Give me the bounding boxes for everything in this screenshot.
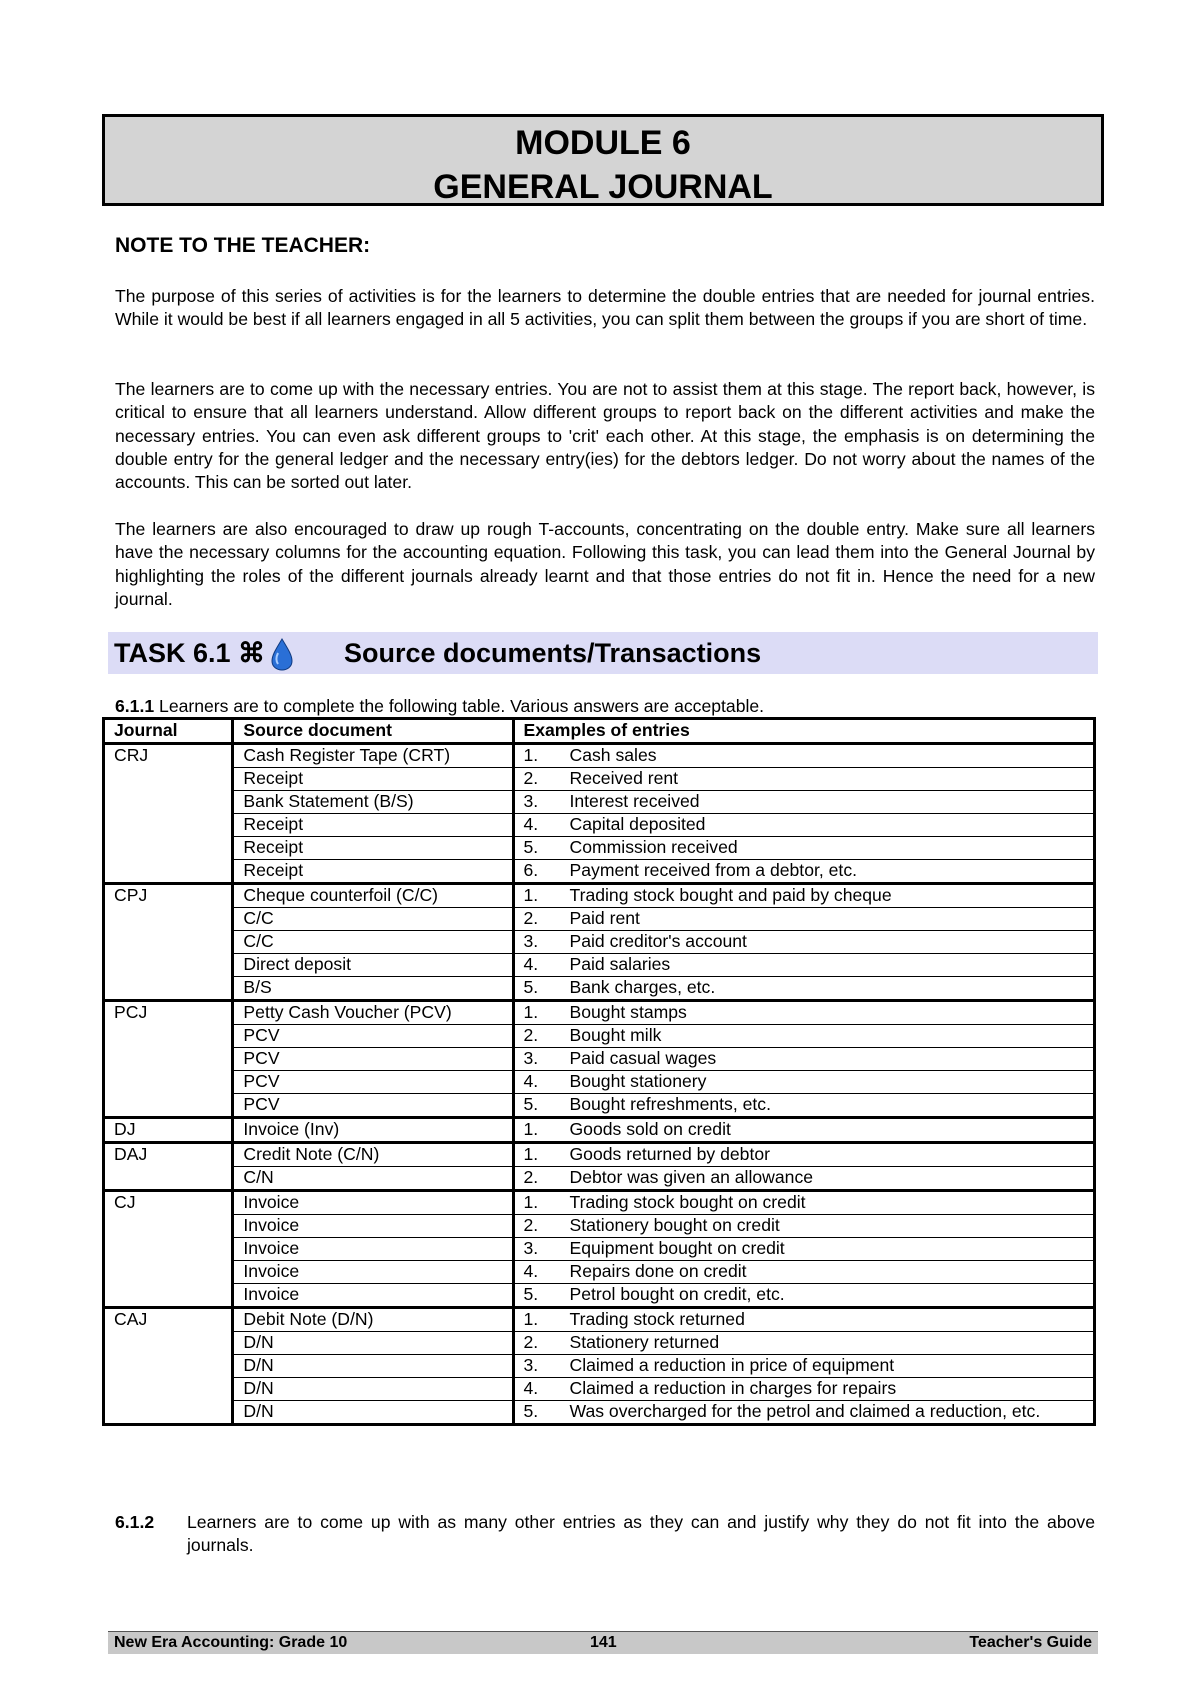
source-document-cell: B/S <box>233 977 513 1001</box>
example-entry-cell <box>513 1238 1095 1261</box>
page-footer <box>108 1631 1098 1654</box>
task-label: TASK 6.1 ⌘ <box>114 638 266 668</box>
table-row <box>104 1094 1095 1118</box>
source-document-cell: Receipt <box>233 837 513 860</box>
journal-cell: CJ <box>104 1191 233 1308</box>
example-entry-cell <box>513 1332 1095 1355</box>
source-document-cell: C/N <box>233 1167 513 1191</box>
example-entry-cell <box>513 977 1095 1001</box>
journal-cell: PCJ <box>104 1001 233 1118</box>
example-entry-cell <box>513 908 1095 931</box>
question-text: Learners are to come up with as many other entries as they can and justify why they do not fit into the above journals. <box>187 1512 1095 1556</box>
entry-text: Capital deposited <box>569 814 706 834</box>
note-heading: NOTE TO THE TEACHER: <box>115 234 371 257</box>
table-row <box>104 884 1095 908</box>
entry-text: Trading stock bought on credit <box>569 1192 806 1212</box>
entry-number: 4. <box>523 1378 539 1398</box>
entry-number: 5. <box>523 1401 539 1421</box>
example-entry-cell <box>513 1261 1095 1284</box>
entry-text: Payment received from a debtor, etc. <box>569 860 858 880</box>
table-row <box>104 791 1095 814</box>
entry-number: 1. <box>523 885 539 905</box>
source-document-cell: C/C <box>233 908 513 931</box>
source-document-cell: Invoice (Inv) <box>233 1118 513 1143</box>
source-document-cell: PCV <box>233 1071 513 1094</box>
entry-number: 5. <box>523 1094 539 1114</box>
example-entry-cell <box>513 1284 1095 1308</box>
entry-text: Bank charges, etc. <box>569 977 716 997</box>
entry-number: 1. <box>523 1144 539 1164</box>
source-document-cell: D/N <box>233 1401 513 1425</box>
water-drop-icon <box>248 635 300 671</box>
entry-text: Goods sold on credit <box>569 1119 731 1139</box>
entry-text: Was overcharged for the petrol and claimed a reduction, etc. <box>569 1401 1041 1421</box>
entry-number: 1. <box>523 1002 539 1022</box>
source-document-cell: D/N <box>233 1378 513 1401</box>
table-row <box>104 1071 1095 1094</box>
table-row <box>104 1215 1095 1238</box>
journal-cell: DJ <box>104 1118 233 1143</box>
entry-number: 3. <box>523 1238 539 1258</box>
entry-text: Trading stock bought and paid by cheque <box>569 885 892 905</box>
source-document-cell: Receipt <box>233 768 513 791</box>
table-row <box>104 1167 1095 1191</box>
entry-text: Petrol bought on credit, etc. <box>569 1284 785 1304</box>
example-entry-cell <box>513 744 1095 768</box>
table-row <box>104 1284 1095 1308</box>
module-number: MODULE 6 <box>515 124 691 162</box>
entry-text: Claimed a reduction in charges for repairs <box>569 1378 897 1398</box>
example-entry-cell <box>513 1143 1095 1167</box>
entry-number: 2. <box>523 1167 539 1187</box>
source-document-cell: C/C <box>233 931 513 954</box>
table-row <box>104 1238 1095 1261</box>
question-number: 6.1.1 <box>115 696 155 716</box>
table-row <box>104 954 1095 977</box>
source-document-cell: Cash Register Tape (CRT) <box>233 744 513 768</box>
example-entry-cell <box>513 1167 1095 1191</box>
journal-cell: CRJ <box>104 744 233 884</box>
table-row <box>104 1308 1095 1332</box>
header-examples: Examples of entries <box>513 719 1095 744</box>
entry-text: Trading stock returned <box>569 1309 745 1329</box>
page-number: 141 <box>590 1634 617 1651</box>
header-journal: Journal <box>104 719 233 744</box>
table-row <box>104 1355 1095 1378</box>
entry-text: Cash sales <box>569 745 657 765</box>
source-document-cell: Invoice <box>233 1238 513 1261</box>
example-entry-cell <box>513 1118 1095 1143</box>
header-source-document: Source document <box>233 719 513 744</box>
entry-text: Stationery returned <box>569 1332 720 1352</box>
question-number: 6.1.2 <box>115 1512 155 1532</box>
question-6-1-2 <box>115 1511 1095 1558</box>
source-document-cell: Invoice <box>233 1215 513 1238</box>
module-title: GENERAL JOURNAL <box>433 168 773 206</box>
table-row <box>104 1025 1095 1048</box>
example-entry-cell <box>513 1215 1095 1238</box>
table-row <box>104 1378 1095 1401</box>
entry-text: Equipment bought on credit <box>569 1238 785 1258</box>
source-document-cell: Receipt <box>233 814 513 837</box>
entry-number: 5. <box>523 837 539 857</box>
entry-number: 3. <box>523 1048 539 1068</box>
table-header-row <box>104 719 1095 744</box>
entry-text: Goods returned by debtor <box>569 1144 770 1164</box>
entry-number: 2. <box>523 1332 539 1352</box>
example-entry-cell <box>513 1094 1095 1118</box>
footer-guide-label: Teacher's Guide <box>969 1634 1092 1651</box>
table-row <box>104 1048 1095 1071</box>
source-document-cell: Invoice <box>233 1284 513 1308</box>
entry-number: 6. <box>523 860 539 880</box>
entry-text: Bought milk <box>569 1025 662 1045</box>
entry-number: 1. <box>523 1309 539 1329</box>
note-paragraph-1: The purpose of this series of activities is for the learners to determine the double entries that are needed for journal entries. While it would be best if all learners engaged in all 5 activities, you can split them between the groups if you are short of time. <box>115 286 1095 330</box>
source-document-cell: Credit Note (C/N) <box>233 1143 513 1167</box>
entry-number: 3. <box>523 791 539 811</box>
example-entry-cell <box>513 768 1095 791</box>
entry-text: Claimed a reduction in price of equipment <box>569 1355 895 1375</box>
entry-number: 2. <box>523 768 539 788</box>
entry-number: 4. <box>523 954 539 974</box>
table-row <box>104 744 1095 768</box>
entry-text: Repairs done on credit <box>569 1261 747 1281</box>
entry-text: Interest received <box>569 791 700 811</box>
source-document-cell: Petty Cash Voucher (PCV) <box>233 1001 513 1025</box>
source-document-cell: PCV <box>233 1025 513 1048</box>
entry-text: Paid creditor's account <box>569 931 747 951</box>
example-entry-cell <box>513 1071 1095 1094</box>
entry-text: Bought refreshments, etc. <box>569 1094 771 1114</box>
module-title-box <box>102 114 1104 206</box>
entry-text: Commission received <box>569 837 738 857</box>
entry-number: 1. <box>523 745 539 765</box>
table-row <box>104 931 1095 954</box>
table-row <box>104 837 1095 860</box>
footer-book-title: New Era Accounting: Grade 10 <box>114 1634 348 1651</box>
entry-number: 5. <box>523 1284 539 1304</box>
note-paragraph-2: The learners are to come up with the necessary entries. You are not to assist them at this stage. The report back, however, is critical to ensure that all learners understand. Allow different groups to report back on the different activities and make the necessary entries. You can even ask different groups to 'crit' each other. At this stage, the emphasis is on determining the double entry for the general ledger and the necessary entry(ies) for the debtors ledger. Do not worry about the names of the accounts. This can be sorted out later. <box>115 379 1095 493</box>
source-document-cell: Invoice <box>233 1261 513 1284</box>
example-entry-cell <box>513 884 1095 908</box>
entry-number: 1. <box>523 1119 539 1139</box>
question-text: Learners are to complete the following table. Various answers are acceptable. <box>154 696 765 716</box>
entry-number: 4. <box>523 1071 539 1091</box>
table-row <box>104 814 1095 837</box>
entry-number: 2. <box>523 1025 539 1045</box>
entry-text: Bought stamps <box>569 1002 687 1022</box>
example-entry-cell <box>513 837 1095 860</box>
source-document-cell: Invoice <box>233 1191 513 1215</box>
entry-text: Paid casual wages <box>569 1048 717 1068</box>
task-heading-bar <box>108 632 1098 674</box>
entry-text: Received rent <box>569 768 679 788</box>
table-row <box>104 1118 1095 1143</box>
source-document-cell: PCV <box>233 1094 513 1118</box>
table-row <box>104 1332 1095 1355</box>
source-document-cell: Cheque counterfoil (C/C) <box>233 884 513 908</box>
entry-number: 3. <box>523 1355 539 1375</box>
entry-number: 4. <box>523 814 539 834</box>
source-document-cell: PCV <box>233 1048 513 1071</box>
entry-number: 2. <box>523 908 539 928</box>
table-row <box>104 1191 1095 1215</box>
example-entry-cell <box>513 1355 1095 1378</box>
example-entry-cell <box>513 1401 1095 1425</box>
example-entry-cell <box>513 860 1095 884</box>
example-entry-cell <box>513 954 1095 977</box>
example-entry-cell <box>513 814 1095 837</box>
source-document-cell: Receipt <box>233 860 513 884</box>
example-entry-cell <box>513 1191 1095 1215</box>
task-title: Source documents/Transactions <box>344 638 762 668</box>
question-6-1-1 <box>115 696 764 717</box>
table-row <box>104 1143 1095 1167</box>
entry-number: 5. <box>523 977 539 997</box>
journal-cell: CAJ <box>104 1308 233 1425</box>
table-row <box>104 977 1095 1001</box>
note-paragraph-3: The learners are also encouraged to draw up rough T-accounts, concentrating on the double entry. Make sure all learners have the necessary columns for the accounting equation. Following this task, you can lead them into the General Journal by highlighting the roles of the different journals already learnt and that those entries do not fit in. Hence the need for a new journal. <box>115 519 1095 609</box>
example-entry-cell <box>513 1048 1095 1071</box>
table-row <box>104 908 1095 931</box>
entry-number: 3. <box>523 931 539 951</box>
example-entry-cell <box>513 1378 1095 1401</box>
entry-text: Paid salaries <box>569 954 671 974</box>
example-entry-cell <box>513 1308 1095 1332</box>
example-entry-cell <box>513 791 1095 814</box>
source-document-cell: D/N <box>233 1355 513 1378</box>
entry-text: Stationery bought on credit <box>569 1215 780 1235</box>
table-row <box>104 768 1095 791</box>
example-entry-cell <box>513 1025 1095 1048</box>
table-row <box>104 860 1095 884</box>
source-document-cell: Bank Statement (B/S) <box>233 791 513 814</box>
entry-number: 4. <box>523 1261 539 1281</box>
table-row <box>104 1001 1095 1025</box>
entry-text: Bought stationery <box>569 1071 707 1091</box>
example-entry-cell <box>513 1001 1095 1025</box>
journal-cell: DAJ <box>104 1143 233 1191</box>
entry-number: 2. <box>523 1215 539 1235</box>
example-entry-cell <box>513 931 1095 954</box>
entry-text: Paid rent <box>569 908 640 928</box>
table-row <box>104 1401 1095 1425</box>
journal-table <box>102 717 1096 1426</box>
source-document-cell: Debit Note (D/N) <box>233 1308 513 1332</box>
journal-cell: CPJ <box>104 884 233 1001</box>
entry-text: Debtor was given an allowance <box>569 1167 814 1187</box>
entry-number: 1. <box>523 1192 539 1212</box>
table-row <box>104 1261 1095 1284</box>
source-document-cell: D/N <box>233 1332 513 1355</box>
source-document-cell: Direct deposit <box>233 954 513 977</box>
